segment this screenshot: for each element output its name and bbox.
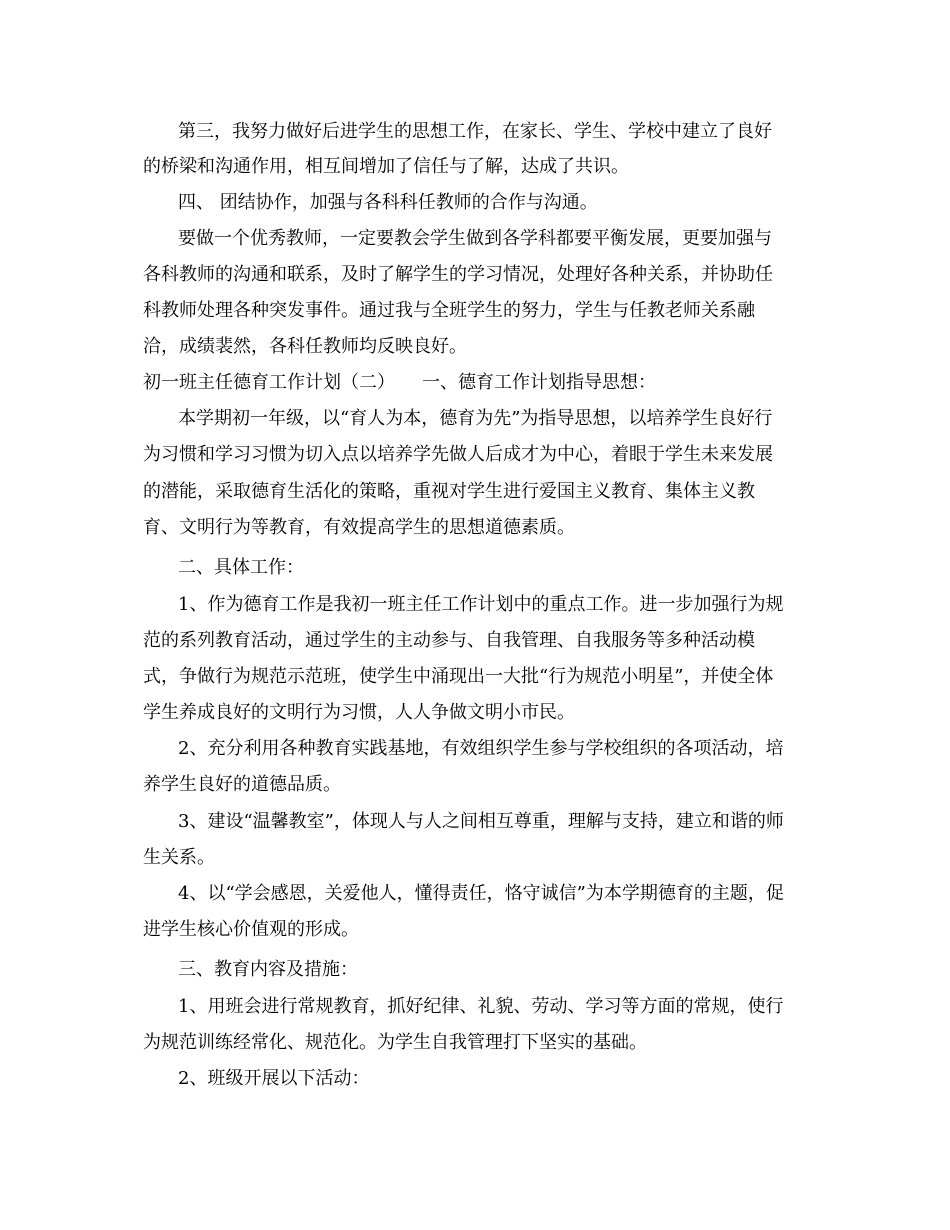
text-line: 的桥梁和沟通作用，相互间增加了信任与了解，达成了共识。 [143, 156, 629, 177]
text-line: 本学期初一年级，以“育人为本，德育为先”为指导思想，以培养学生良好行 [178, 408, 773, 429]
text-line: 的潜能，采取德育生活化的策略，重视对学生进行爱国主义教育、集体主义教 [143, 481, 755, 502]
text-line: 1、用班会进行常规教育，抓好纪律、礼貌、劳动、学习等方面的常规，使行 [178, 996, 784, 1017]
text-line: 进学生核心价值观的形成。 [143, 919, 359, 940]
section-heading: 初一班主任德育工作计划（二） 一、德育工作计划指导思想： [143, 372, 656, 393]
text-line: 养学生良好的道德品质。 [143, 774, 341, 795]
text-line: 3、建设“温馨教室”，体现人与人之间相互尊重，理解与支持，建立和谐的师 [178, 811, 784, 832]
text-line: 2、班级开展以下活动： [178, 1068, 370, 1089]
text-line: 为习惯和学习习惯为切入点以培养学先做人后成才为中心，着眼于学生未来发展 [143, 444, 773, 465]
text-line: 二、具体工作： [178, 557, 304, 578]
text-line: 育、文明行为等教育，有效提高学生的思想道德素质。 [143, 517, 575, 538]
text-line: 式，争做行为规范示范班，使学生中涌现出一大批“行为规范小明星”，并使全体 [143, 666, 774, 687]
text-line: 要做一个优秀教师，一定要教会学生做到各学科都要平衡发展，更要加强与 [178, 228, 772, 249]
text-line: 各科教师的沟通和联系，及时了解学生的学习情况，处理好各种关系，并协助任 [143, 264, 773, 285]
text-line: 4、以“学会感恩，关爱他人，懂得责任，恪守诚信”为本学期德育的主题，促 [178, 883, 784, 904]
text-line: 2、充分利用各种教育实践基地，有效组织学生参与学校组织的各项活动，培 [178, 738, 784, 759]
text-line: 为规范训练经常化、规范化。为学生自我管理打下坚实的基础。 [143, 1032, 647, 1053]
text-line: 生关系。 [143, 847, 215, 868]
text-line: 学生养成良好的文明行为习惯，人人争做文明小市民。 [143, 702, 575, 723]
text-line: 洽，成绩裴然，各科任教师均反映良好。 [143, 336, 467, 357]
text-line: 科教师处理各种突发事件。通过我与全班学生的努力，学生与任教老师关系融 [143, 300, 755, 321]
text-line: 三、教育内容及措施： [178, 959, 358, 980]
text-line: 第三，我努力做好后进学生的思想工作，在家长、学生、学校中建立了良好 [178, 121, 772, 142]
text-line: 范的系列教育活动，通过学生的主动参与、自我管理、自我服务等多种活动模 [143, 630, 755, 651]
text-line: 四、 团结协作，加强与各科科任教师的合作与沟通。 [178, 192, 598, 213]
text-line: 1、作为德育工作是我初一班主任工作计划中的重点工作。进一步加强行为规 [178, 594, 784, 615]
